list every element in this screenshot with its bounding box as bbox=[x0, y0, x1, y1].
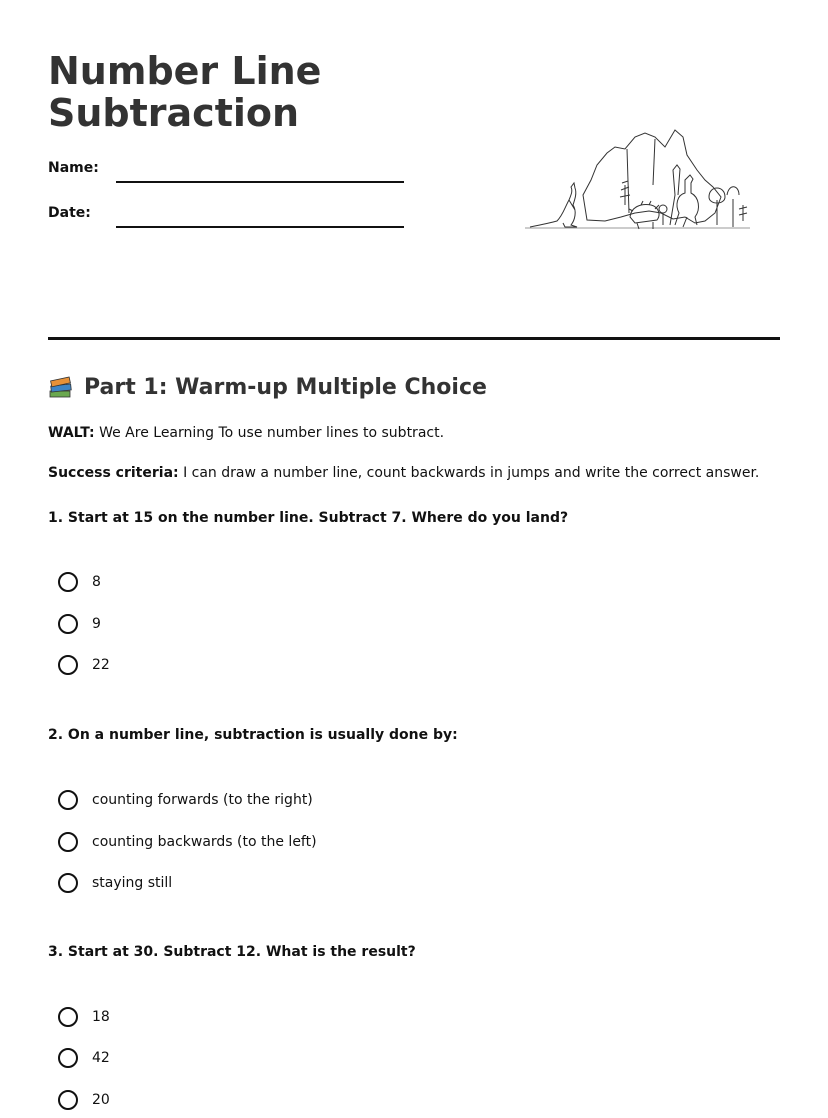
q2-option-3[interactable] bbox=[58, 873, 172, 893]
walt-label: WALT: bbox=[48, 425, 95, 441]
question-1: 1. Start at 15 on the number line. Subtract 7. Where do you land? bbox=[48, 510, 569, 526]
australia-map-animals-icon bbox=[525, 125, 750, 235]
option-label: counting backwards (to the left) bbox=[92, 834, 317, 850]
name-label: Name: bbox=[48, 160, 99, 176]
page-title bbox=[48, 50, 321, 134]
option-label: staying still bbox=[92, 875, 173, 891]
option-label: 8 bbox=[92, 574, 101, 590]
section-divider bbox=[48, 337, 780, 340]
radio-button[interactable] bbox=[58, 1090, 78, 1110]
radio-button[interactable] bbox=[58, 614, 78, 634]
question-3: 3. Start at 30. Subtract 12. What is the result? bbox=[48, 944, 416, 960]
option-label: 22 bbox=[92, 657, 110, 673]
date-field[interactable] bbox=[116, 226, 404, 228]
q1-option-2[interactable] bbox=[58, 614, 101, 634]
q1-option-1[interactable] bbox=[58, 572, 101, 592]
radio-button[interactable] bbox=[58, 1048, 78, 1068]
name-field[interactable] bbox=[116, 181, 404, 183]
radio-button[interactable] bbox=[58, 832, 78, 852]
title-line-2: Subtraction bbox=[48, 91, 300, 135]
q3-option-2[interactable] bbox=[58, 1048, 110, 1068]
success-label: Success criteria: bbox=[48, 465, 179, 481]
radio-button[interactable] bbox=[58, 790, 78, 810]
q2-option-2[interactable] bbox=[58, 832, 317, 852]
option-label: 42 bbox=[92, 1050, 110, 1066]
success-body: I can draw a number line, count backwards in jumps and write the correct answer. bbox=[178, 465, 760, 481]
q2-option-1[interactable] bbox=[58, 790, 313, 810]
q1-option-3[interactable] bbox=[58, 655, 110, 675]
radio-button[interactable] bbox=[58, 655, 78, 675]
title-line-1: Number Line bbox=[48, 49, 322, 93]
walt-text bbox=[48, 425, 444, 441]
radio-button[interactable] bbox=[58, 1007, 78, 1027]
option-label: 18 bbox=[92, 1009, 110, 1025]
q3-option-1[interactable] bbox=[58, 1007, 110, 1027]
section-title bbox=[48, 374, 487, 400]
success-criteria bbox=[48, 465, 759, 481]
question-2: 2. On a number line, subtraction is usually done by: bbox=[48, 727, 458, 743]
option-label: 20 bbox=[92, 1092, 110, 1108]
q3-option-3[interactable] bbox=[58, 1090, 110, 1110]
radio-button[interactable] bbox=[58, 572, 78, 592]
radio-button[interactable] bbox=[58, 873, 78, 893]
section-title-text: Part 1: Warm-up Multiple Choice bbox=[84, 374, 487, 400]
option-label: 9 bbox=[92, 616, 101, 632]
walt-body: We Are Learning To use number lines to subtract. bbox=[94, 425, 445, 441]
date-label: Date: bbox=[48, 205, 91, 221]
books-icon bbox=[48, 374, 74, 400]
option-label: counting forwards (to the right) bbox=[92, 792, 313, 808]
